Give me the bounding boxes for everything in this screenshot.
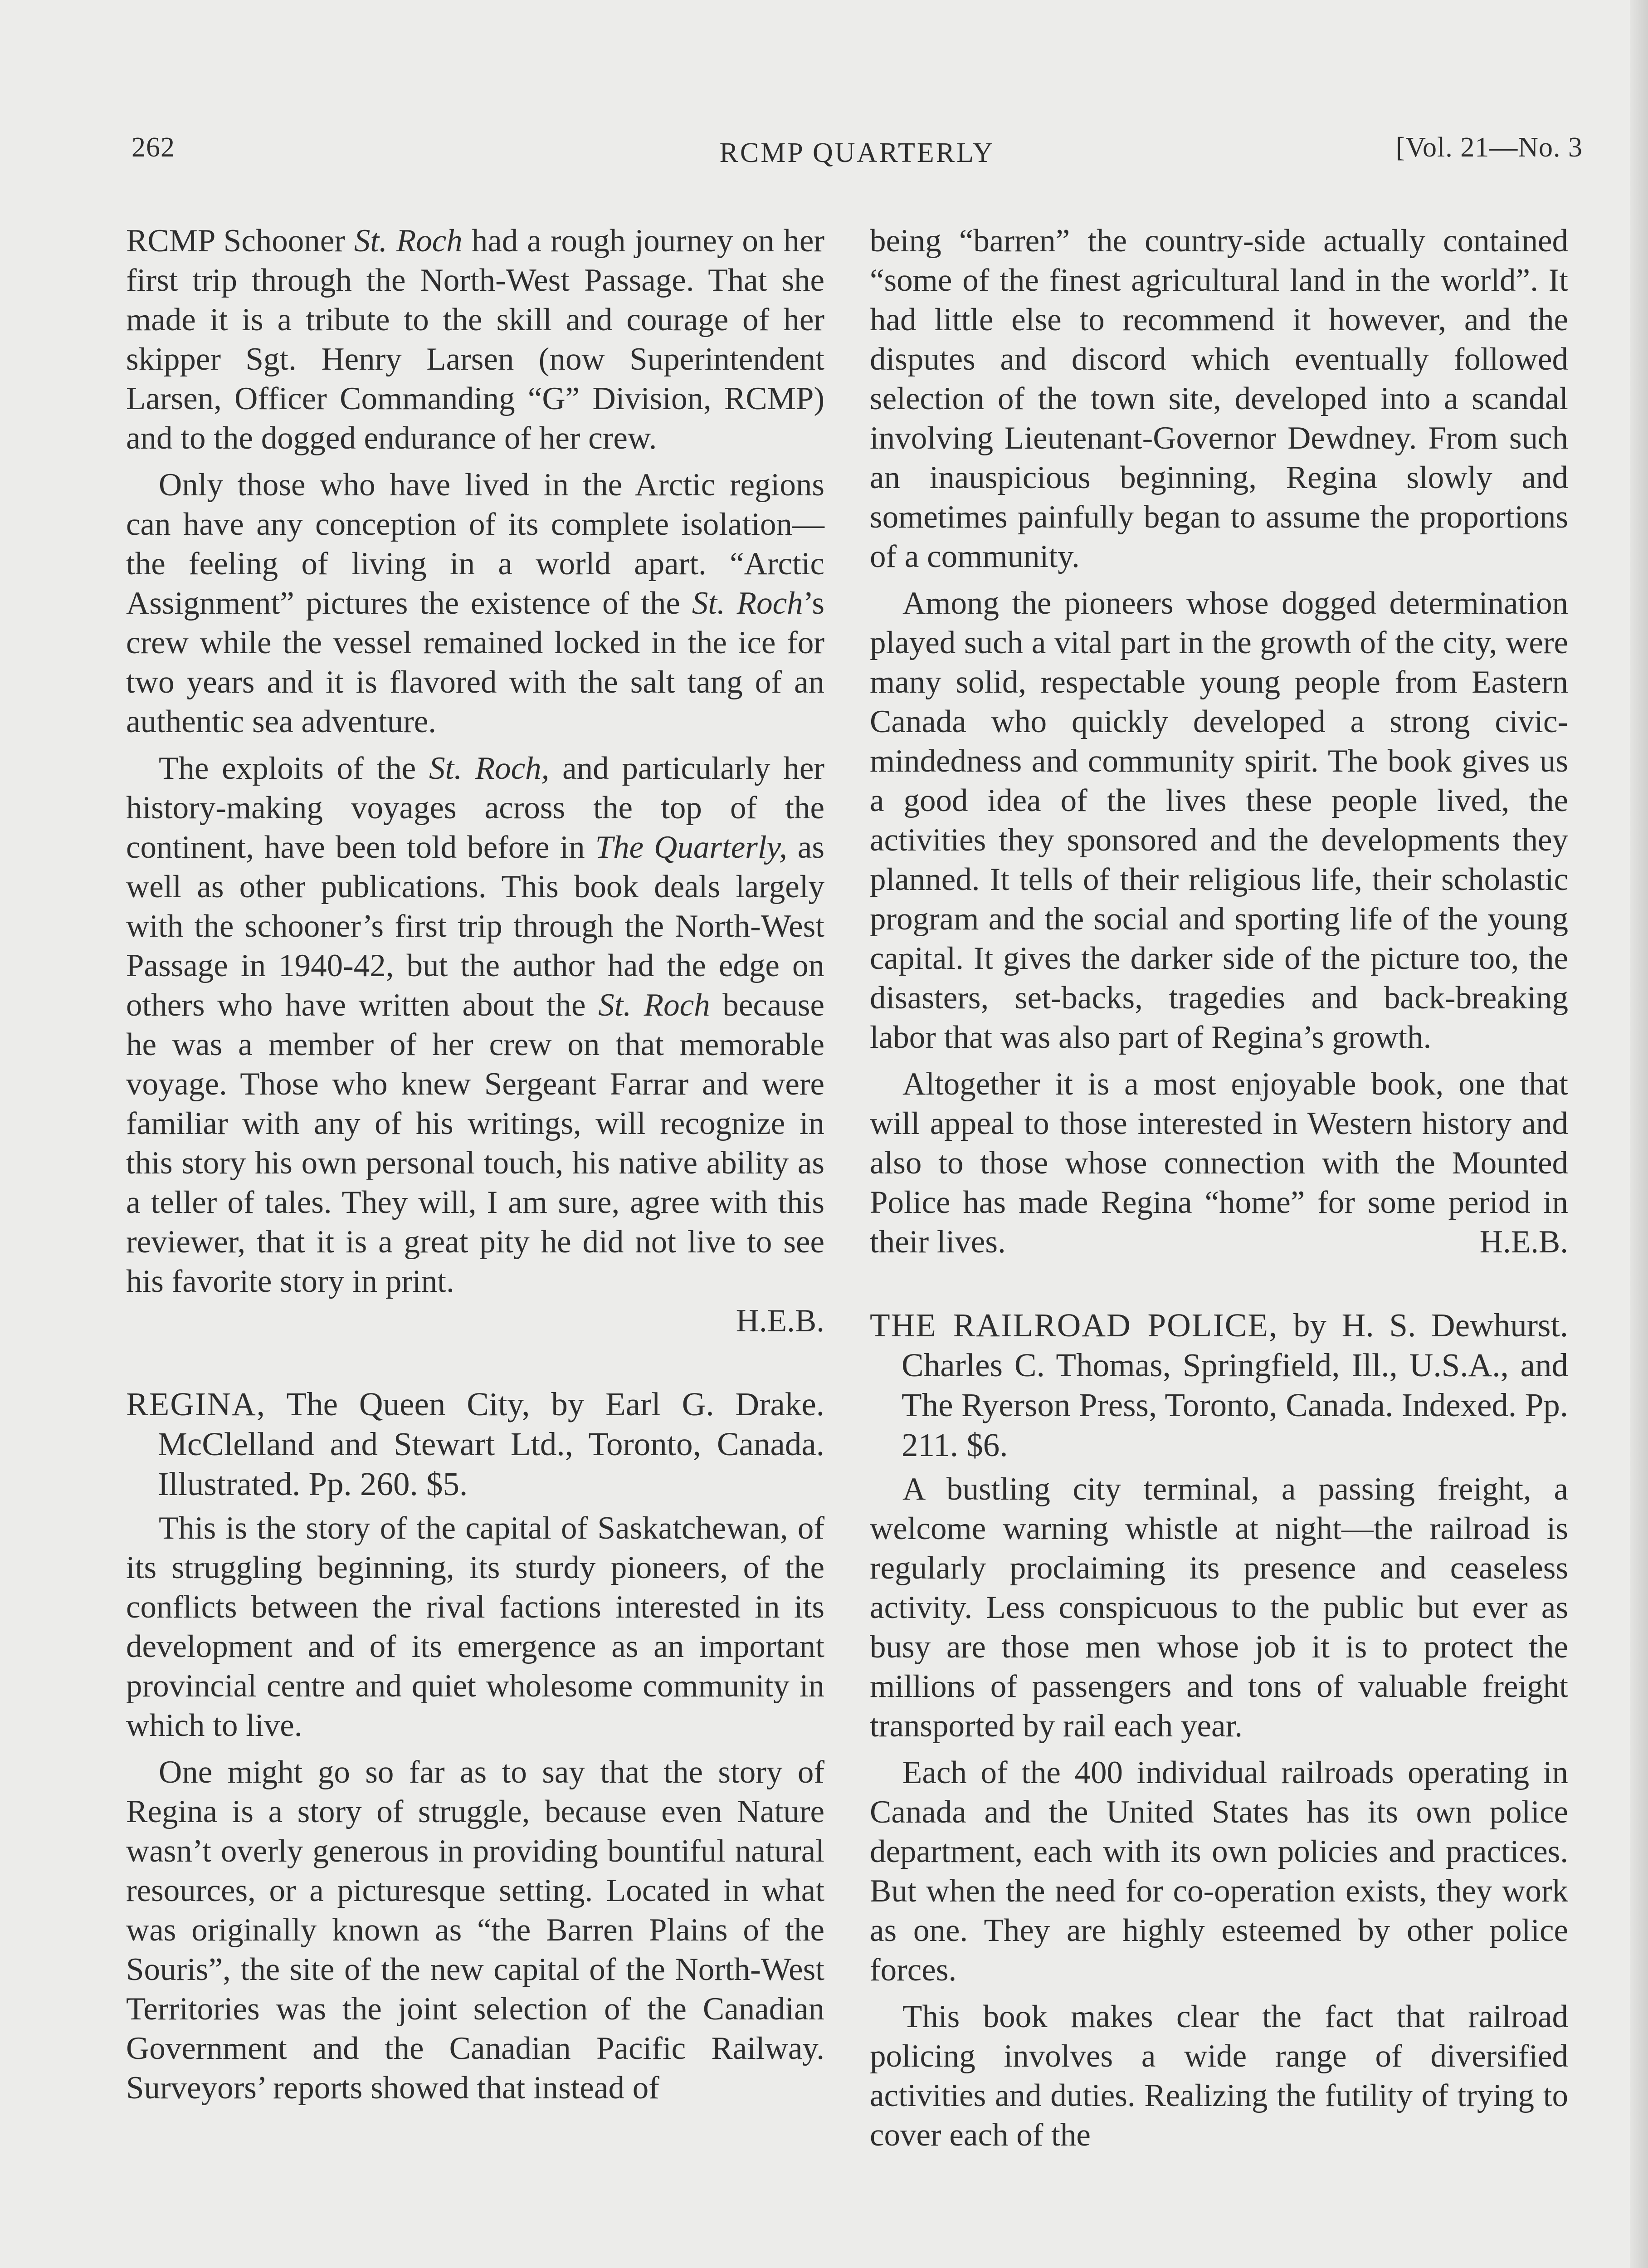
book-details: by H. S. Dewhurst. Charles C. Thomas, Springfield, Ill., U.S.A., and The Ryerson Press, Toronto, Canada. Indexed. Pp. 211. $6. bbox=[902, 1307, 1568, 1463]
book-title: THE RAILROAD POLICE, bbox=[870, 1307, 1278, 1344]
review-paragraph: The exploits of the St. Roch, and particularly her history-making voyages across the top of the continent, have been told before in The Quarterly, as well as other publications. This book deals largely with the schooner’s first trip through the North-West Passage in 1940-42, but the author had the edge on others who have written about the St. Roch because he was a member of her crew on that memorable voyage. Those who knew Sergeant Farrar and were familiar with any of his writings, will recognize in this story his own personal touch, his native ability as a teller of tales. They will, I am sure, agree with this reviewer, that it is a great pity he did not live to see his favorite story in print. bbox=[126, 751, 825, 1299]
review-paragraph: This book makes clear the fact that railroad policing involves a wide range of diversified activities and duties. Realizing the futility of trying to cover each of the bbox=[870, 1999, 1568, 2153]
review-paragraph: A bustling city terminal, a passing freight, a welcome warning whistle at night—the railroad is regularly proclaiming its presence and ceaseless activity. Less conspicuous to the public but ever as busy are those men whose job it is to protect the millions of passengers and tons of valuable freight transported by rail each year. bbox=[870, 1471, 1568, 1744]
review-paragraph: One might go so far as to say that the story of Regina is a story of struggle, because even Nature wasn’t overly generous in providing bountiful natural resources, or a picturesque setting. Located in what was originally known as “the Barren Plains of the Souris”, the site of the new capital of the North-West Territories was the joint selection of the Canadian Government and the Canadian Pacific Railway. Surveyors’ reports showed that instead of bbox=[126, 1755, 824, 2106]
volume-number: [Vol. 21—No. 3 bbox=[1395, 132, 1583, 163]
review-paragraph: RCMP Schooner St. Roch had a rough journey on her first trip through the North-West Passage. That she made it is a tribute to the skill and courage of her skipper Sgt. Henry Larsen (now Superintendent Larsen, Officer Commanding “G” Division, RCMP) and to the dogged endurance of her crew. bbox=[126, 223, 825, 456]
running-header bbox=[132, 132, 1583, 181]
review-paragraph: being “barren” the country-side actually contained “some of the finest agricultural land in the world”. It had little else to recommend it however, and the disputes and discord which eventually followed selection of the town site, developed into a scandal involving Lieutenant-Governor Dewdney. From such an inauspicious beginning, Regina slowly and sometimes painfully began to assume the proportions of a community. bbox=[870, 223, 1568, 574]
review-paragraph: Altogether it is a most enjoyable book, one that will appeal to those interested in Western history and also to those whose connection with the Mounted Police has made Regina “home” for some period in their lives. H.E.B. bbox=[870, 1065, 1568, 1262]
right-column bbox=[870, 221, 1568, 2162]
review-paragraph: This is the story of the capital of Saskatchewan, of its struggling beginning, its sturdy pioneers, of the conflicts between the rival factions interested in its development and of its emergence as an important provincial centre and quiet wholesome community in which to live. bbox=[126, 1510, 824, 1743]
book-title: REGINA, bbox=[126, 1386, 266, 1422]
review-paragraph: Among the pioneers whose dogged determination played such a vital part in the growth of the city, were many solid, respectable young people from Eastern Canada who quickly developed a strong civic-mindedness and community spirit. The book gives us a good idea of the lives these people lived, the activities they sponsored and the developments they planned. It tells of their religious life, their scholastic program and the social and sporting life of the young capital. It gives the darker side of the picture too, the disasters, set-backs, tragedies and back-breaking labor that was also part of Regina’s growth. bbox=[870, 586, 1568, 1055]
reviewer-signature: H.E.B. bbox=[1479, 1224, 1568, 1260]
journal-title: RCMP QUARTERLY bbox=[719, 137, 995, 168]
review-paragraph: Each of the 400 individual railroads operating in Canada and the United States has its own police department, each with its own policies and practices. But when the need for co-operation exists, they work as one. They are highly esteemed by other police forces. bbox=[870, 1755, 1568, 1988]
page-edge-shadow bbox=[1630, 0, 1648, 2268]
reviewer-signature: H.E.B. bbox=[736, 1303, 824, 1339]
book-details: The Queen City, by Earl G. Drake. McClelland and Stewart Ltd., Toronto, Canada. Illustrated. Pp. 260. $5. bbox=[158, 1386, 824, 1502]
page-number: 262 bbox=[132, 132, 175, 163]
review-paragraph: Only those who have lived in the Arctic regions can have any conception of its complete isolation—the feeling of living in a world apart. “Arctic Assignment” pictures the existence of the St. Roch’s crew while the vessel remained locked in the ice for two years and it is flavored with the salt tang of an authentic sea adventure. bbox=[126, 467, 825, 739]
book-review-heading bbox=[870, 1305, 1568, 1465]
book-review-heading bbox=[126, 1384, 824, 1504]
left-column bbox=[126, 221, 824, 2115]
